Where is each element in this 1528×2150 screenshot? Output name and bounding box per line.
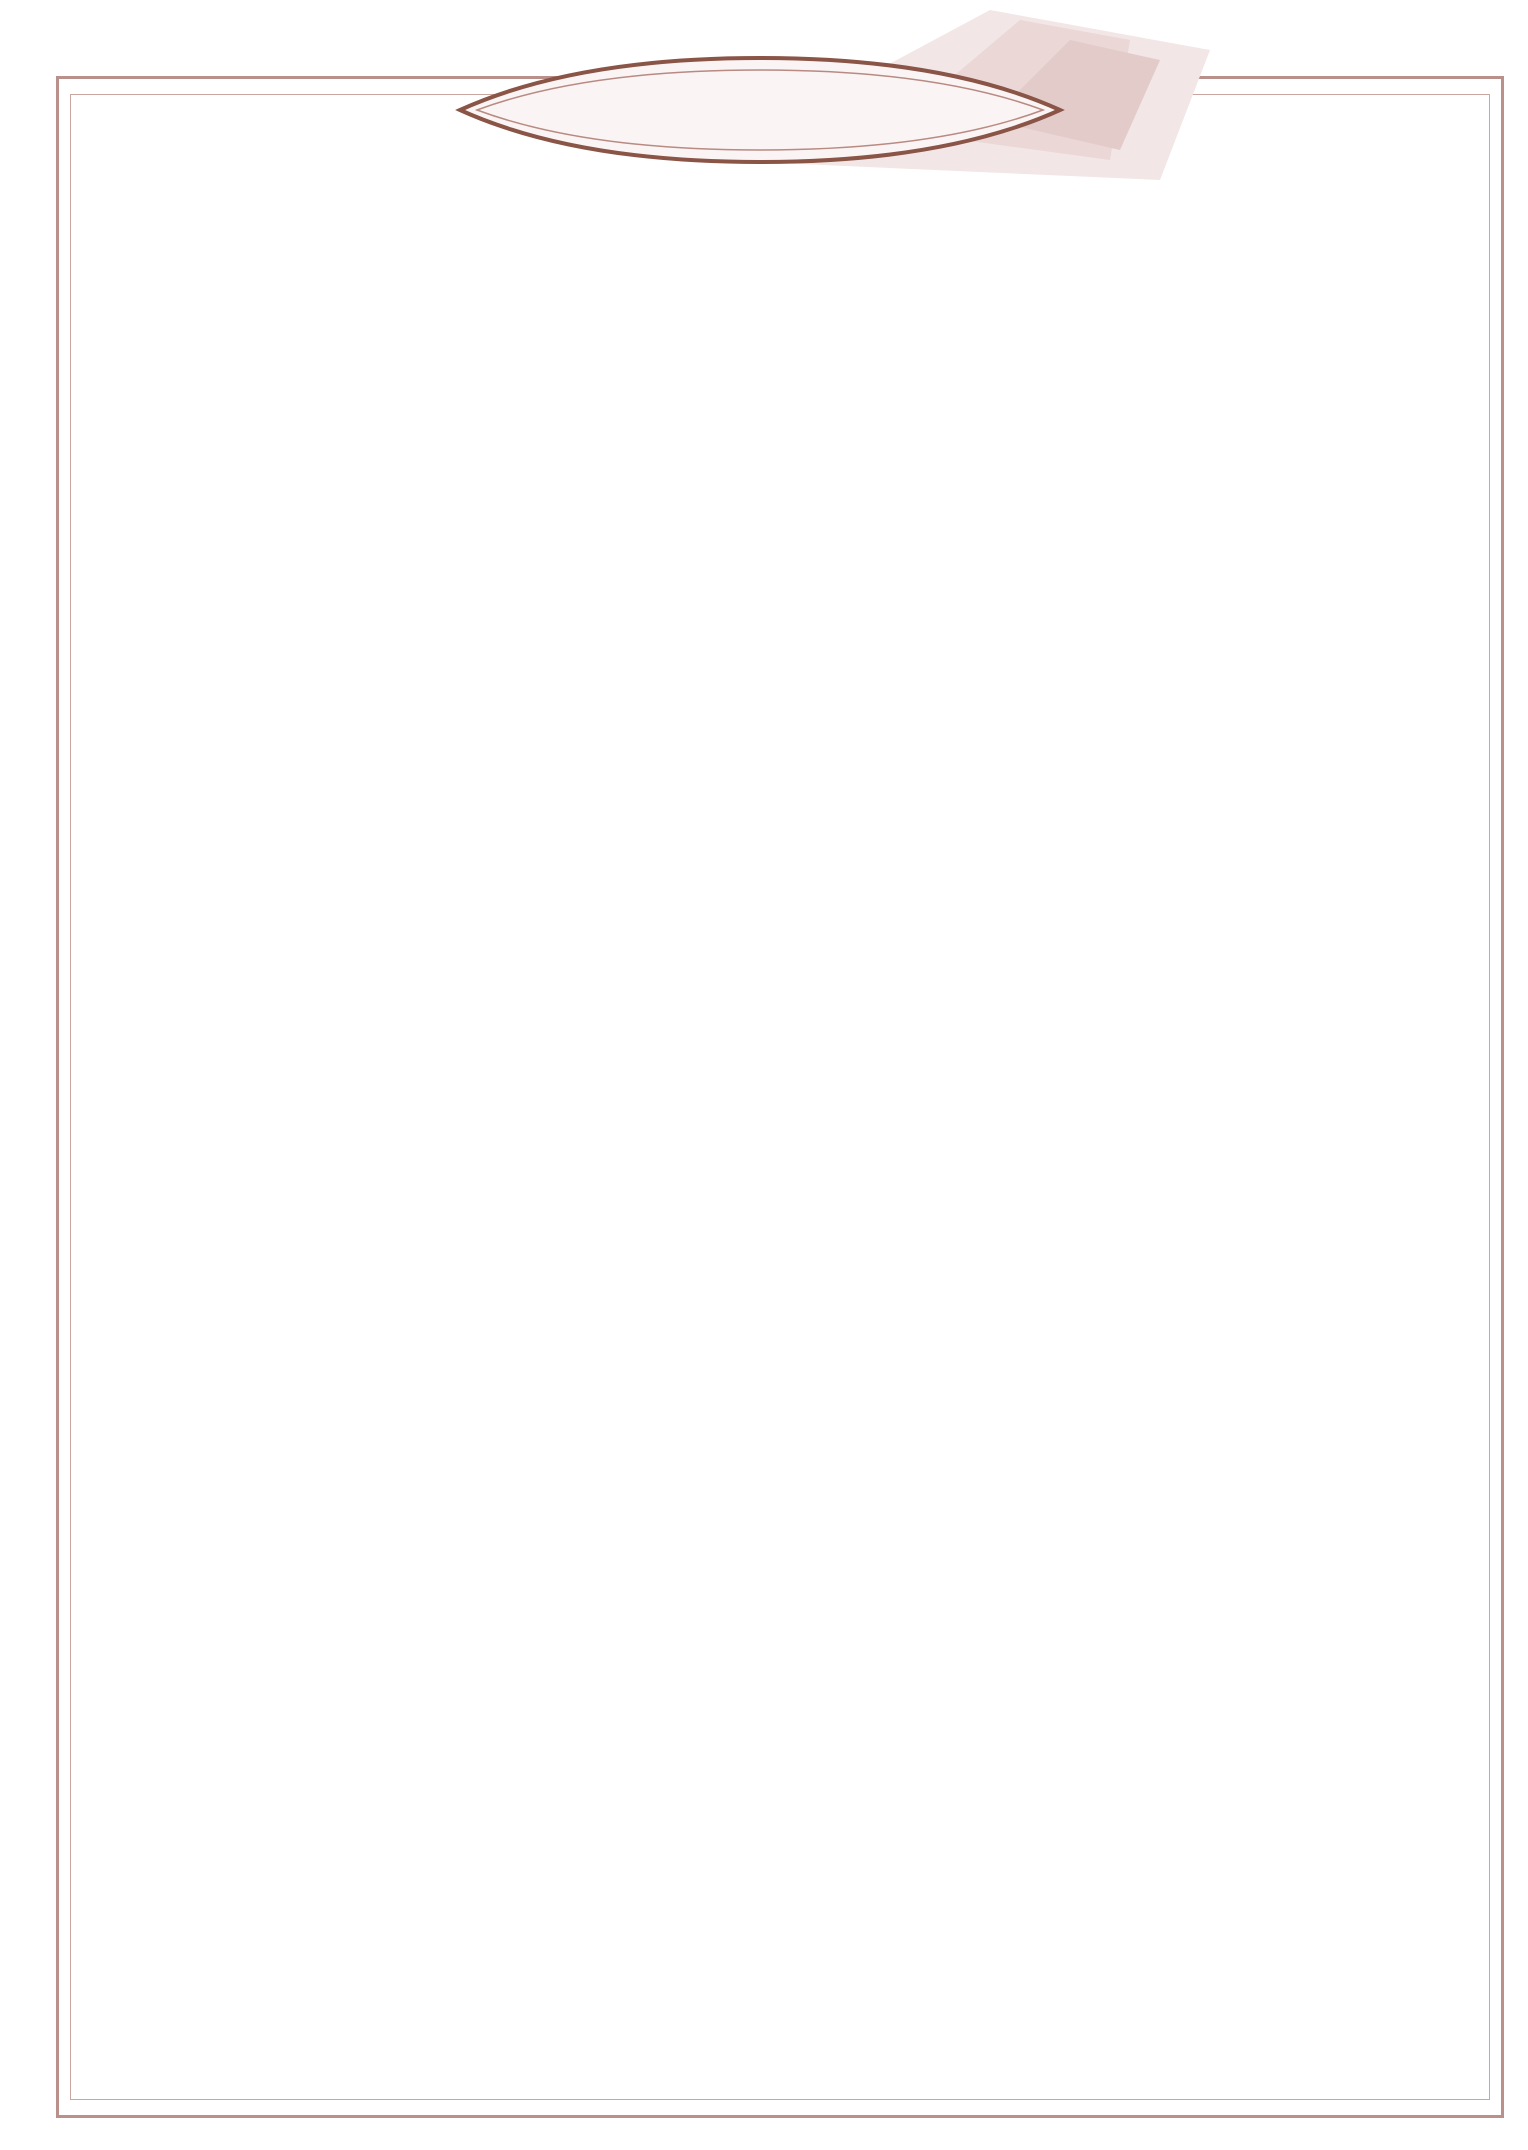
- header-activities: [704, 212, 1404, 284]
- title-banner: [455, 50, 1065, 170]
- calendar-table: [148, 212, 1404, 2052]
